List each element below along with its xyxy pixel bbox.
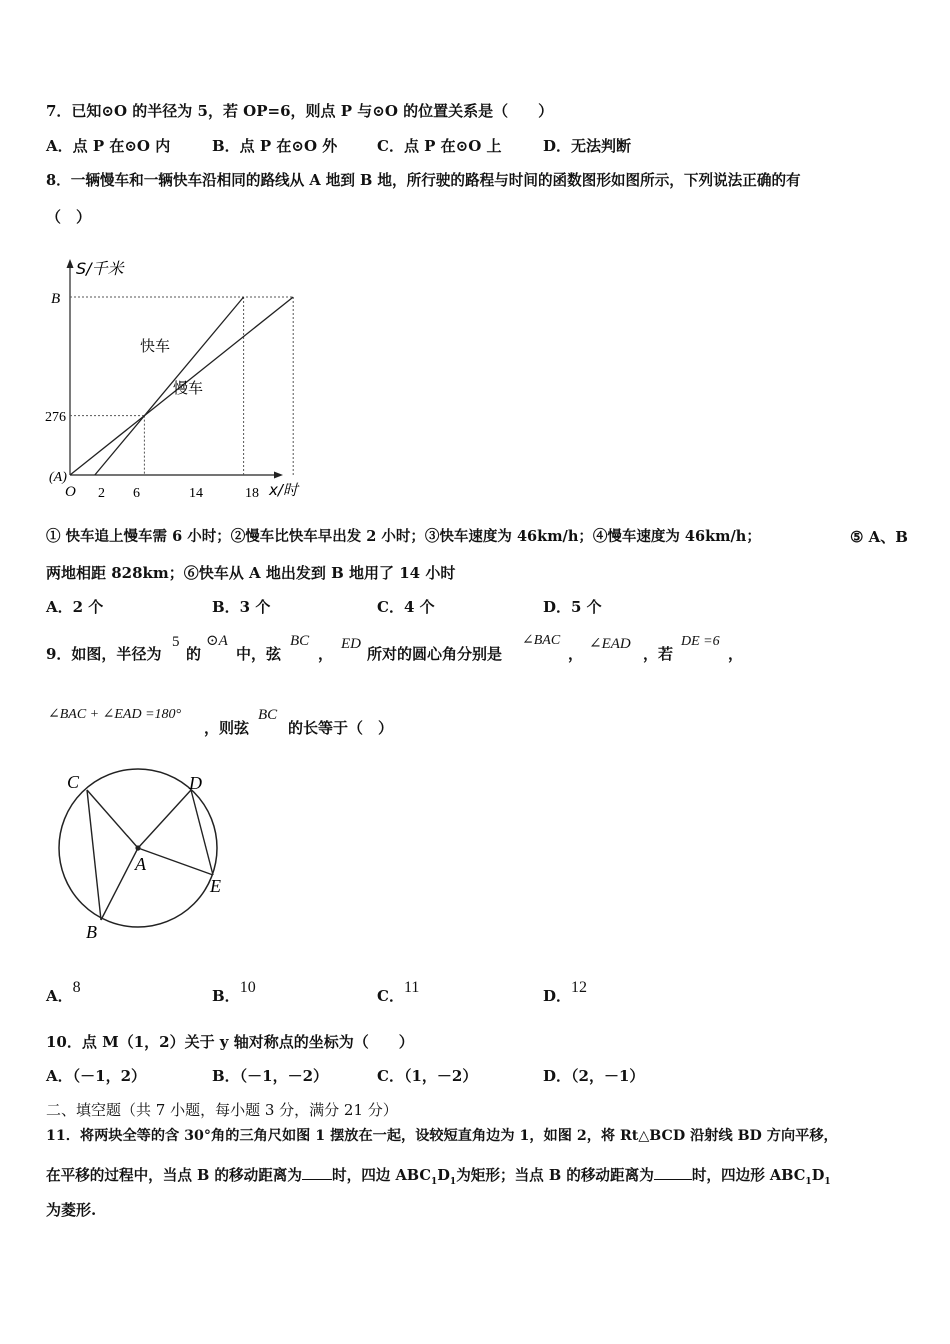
q9-chord-bc: BC — [290, 633, 310, 649]
q9-text-angles: 所对的圆心角分别是 — [367, 645, 503, 663]
origin-tag: (A) — [49, 470, 67, 485]
x-axis-arrow — [274, 472, 283, 479]
y-axis-label: S/千米 — [76, 259, 124, 278]
radius-ae — [138, 848, 213, 875]
q9-chord-ed: ED — [341, 636, 361, 652]
q9-text-de: 的 — [186, 645, 202, 663]
radius-ad — [138, 790, 191, 848]
x-tick-2: 2 — [98, 486, 105, 501]
q11-line2-b: 时，四边 ABC — [332, 1167, 431, 1184]
label-b: B — [86, 922, 97, 942]
q11-blank-1[interactable] — [302, 1163, 332, 1180]
q9-comma2: ， — [568, 645, 584, 663]
y-axis-arrow — [67, 259, 74, 268]
q9-chord-bc-2: BC — [258, 707, 278, 723]
q9-option-b-label: B． — [212, 987, 240, 1005]
q9-stem-start: 9．如图，半径为 — [46, 645, 162, 663]
q8-statements-line1-end: ⑤ A、B — [850, 528, 908, 546]
q9-text-zhong: 中，弦 — [236, 645, 282, 663]
q9-text-then: ，则弦 — [204, 719, 250, 737]
q9-angle-ead: ∠EAD — [589, 636, 631, 652]
q11-line2-c: D — [437, 1167, 450, 1184]
q11-line2 — [46, 1163, 831, 1192]
q9-option-c[interactable] — [377, 979, 420, 1007]
q8-option-c[interactable]: C．4 个 — [377, 598, 435, 616]
q8-option-a[interactable]: A．2 个 — [46, 598, 104, 616]
q9-de-equals: DE =6 — [681, 634, 720, 649]
y-tick-b: B — [51, 291, 61, 307]
q7-option-c[interactable]: C．点 P 在⊙O 上 — [377, 137, 502, 155]
label-c: C — [67, 772, 80, 792]
q9-text-if: ，若 — [643, 645, 674, 663]
radius-ab — [101, 848, 138, 920]
q9-circle-name: ⊙A — [206, 633, 228, 649]
q9-option-a[interactable] — [46, 979, 81, 1007]
q8-option-b[interactable]: B．3 个 — [212, 598, 271, 616]
q8-stem-line2: （ ） — [46, 208, 92, 226]
label-a: A — [135, 854, 146, 874]
q9-option-a-label: A． — [46, 987, 73, 1005]
x-tick-6: 6 — [133, 486, 140, 501]
q9-option-b-value: 10 — [239, 979, 256, 996]
q11-line3: 为菱形. — [46, 1201, 97, 1219]
q9-comma3: ， — [728, 645, 744, 663]
q8-statements-line2: 两地相距 828km；⑥快车从 A 地出发到 B 地用了 14 小时 — [46, 564, 456, 582]
q10-option-d[interactable]: D．（2，－1） — [543, 1067, 645, 1085]
q11-line2-f: D — [811, 1167, 825, 1184]
q8-stem-line1: 8．一辆慢车和一辆快车沿相同的路线从 A 地到 B 地，所行驶的路程与时间的函数图形如图所示，下列说法正确的有 — [46, 172, 801, 189]
q11-line2-d: 为矩形；当点 B 的移动距离为 — [456, 1167, 654, 1184]
q11-sub-3: 1 — [805, 1176, 812, 1187]
label-e: E — [210, 876, 221, 896]
q10-option-c[interactable]: C．（1，－2） — [377, 1067, 478, 1085]
q9-angle-bac: ∠BAC — [522, 633, 561, 648]
q7-stem: 7．已知⊙O 的半径为 5，若 OP=6，则点 P 与⊙O 的位置关系是（ ） — [46, 102, 554, 120]
q8-option-d[interactable]: D．5 个 — [543, 598, 602, 616]
q9-comma1: ， — [318, 645, 334, 663]
q11-line2-e: 时，四边形 ABC — [691, 1167, 806, 1184]
x-tick-14: 14 — [189, 486, 203, 501]
q11-sub-2: 1 — [449, 1176, 457, 1187]
q8-distance-time-chart — [40, 255, 315, 510]
chord-bc — [87, 790, 101, 920]
q11-line1: 11．将两块全等的含 30°角的三角尺如图 1 摆放在一起，设较短直角边为 1，如图 2，将 Rt△BCD 沿射线 BD 方向平移， — [46, 1128, 838, 1144]
q7-option-d[interactable]: D．无法判断 — [543, 137, 632, 155]
x-axis-label: x/时 — [269, 481, 298, 499]
q9-option-b[interactable] — [212, 979, 256, 1007]
series-label-slow-car: 慢车 — [173, 379, 204, 397]
q9-option-d[interactable] — [543, 979, 588, 1007]
series-label-fast-car: 快车 — [140, 337, 171, 355]
y-tick-276: 276 — [45, 410, 66, 425]
q7-option-b[interactable]: B．点 P 在⊙O 外 — [212, 137, 338, 155]
radius-ac — [87, 790, 138, 848]
q9-circle-figure — [50, 762, 240, 947]
q7-option-a[interactable]: A．点 P 在⊙O 内 — [46, 137, 171, 155]
q10-option-b[interactable]: B．（－1，－2） — [212, 1067, 329, 1085]
q10-stem: 10．点 M（1，2）关于 y 轴对称点的坐标为（ ） — [46, 1033, 414, 1051]
q9-option-c-value: 11 — [403, 979, 420, 996]
center-point — [135, 845, 140, 850]
q11-line2-a: 在平移的过程中，当点 B 的移动距离为 — [46, 1167, 302, 1184]
q11-blank-2[interactable] — [654, 1163, 692, 1180]
q9-condition: ∠BAC + ∠EAD =180° — [48, 707, 182, 722]
origin-label: O — [65, 484, 76, 500]
x-tick-18: 18 — [245, 486, 259, 501]
q11-sub-4: 1 — [824, 1176, 831, 1187]
section2-heading: 二、填空题（共 7 小题，每小题 3 分，满分 21 分） — [46, 1101, 398, 1119]
q9-radius: 5 — [172, 634, 180, 650]
label-d: D — [189, 773, 202, 793]
q11-sub-1: 1 — [431, 1176, 438, 1187]
q10-option-a[interactable]: A．（－1，2） — [46, 1067, 147, 1085]
q9-text-length: 的长等于（ ） — [288, 719, 394, 737]
q9-option-a-value: 8 — [72, 979, 81, 996]
q9-option-d-label: D． — [543, 987, 572, 1005]
series-fast-car-line — [95, 297, 244, 475]
q9-option-c-label: C． — [377, 987, 404, 1005]
q8-statements-line1: ① 快车追上慢车需 6 小时；②慢车比快车早出发 2 小时；③快车速度为 46km/h；④慢车速度为 46km/h； — [46, 528, 761, 545]
q9-option-d-value: 12 — [571, 979, 588, 996]
